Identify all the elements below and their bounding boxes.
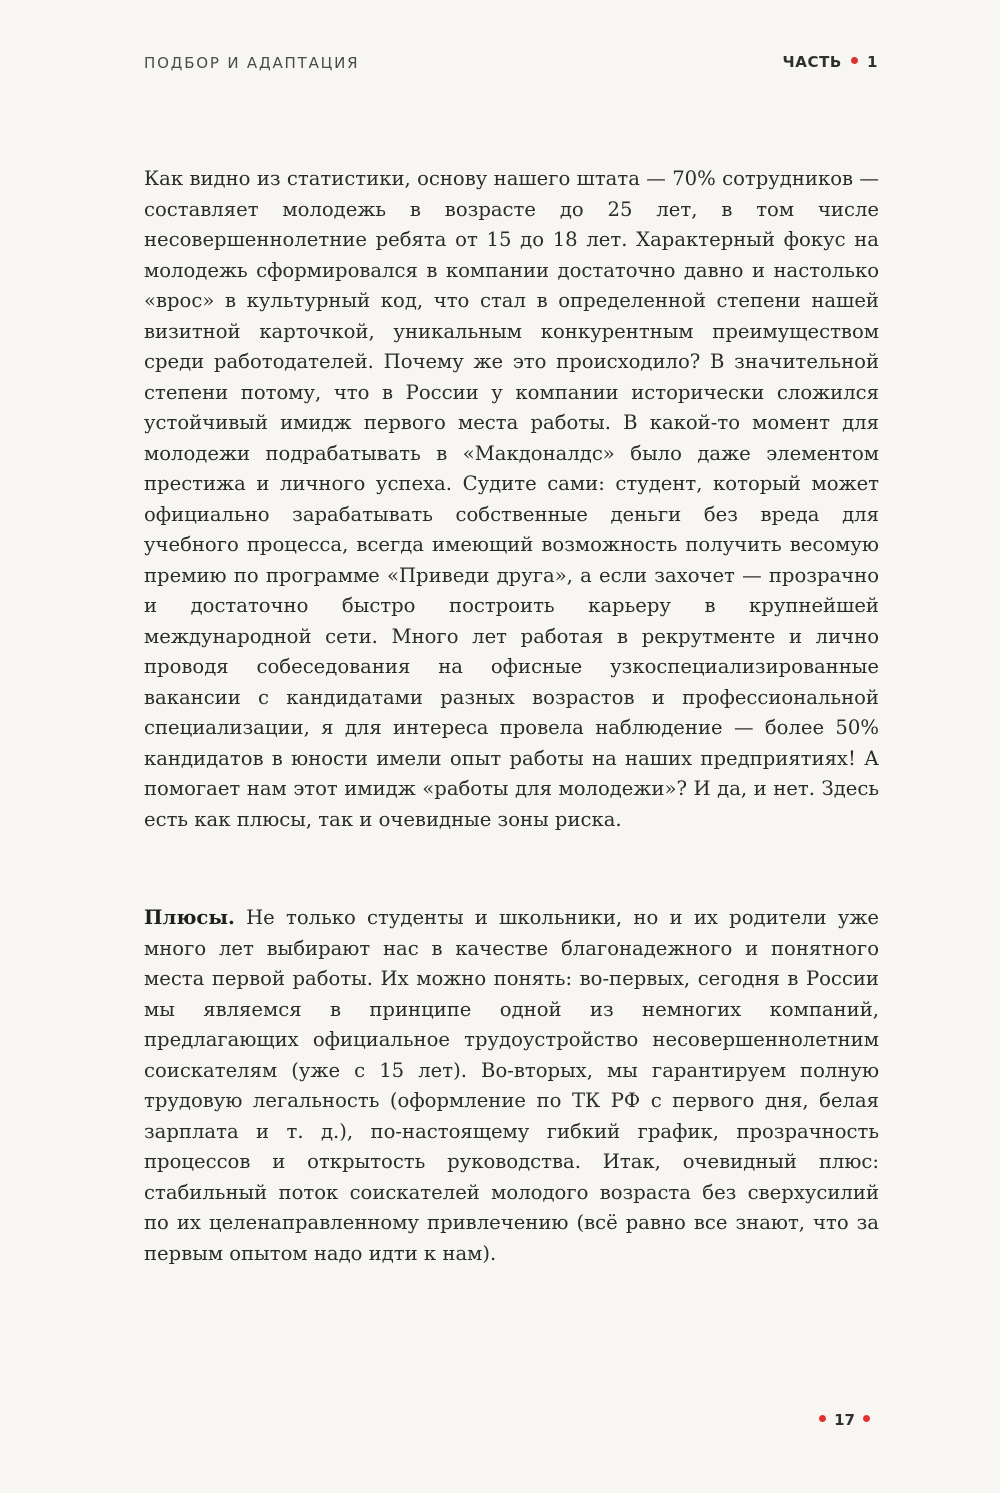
paragraph-2	[144, 903, 879, 1269]
body-text-block-2	[144, 903, 879, 1269]
red-dot-icon-left	[819, 1415, 826, 1422]
paragraph-1: Как видно из статистики, основу нашего штата — 70% сотрудников — составляет молодежь в возрасте до 25 лет, в том числе несовершеннолетние ребята от 15 до 18 лет. Характерный фокус на молодежь сформировался в компании достаточно давно и настолько «врос» в культурный код, что стал в определенной степени нашей визитной карточкой, уникальным конкурентным преимуществом среди работодателей. Почему же это происходило? В значительной степени потому, что в России у компании исторически сложился устойчивый имидж первого места работы. В какой-то момент для молодежи подрабатывать в «Макдоналдс» было даже элементом престижа и личного успеха. Судите сами: студент, который может официально зарабатывать собственные деньги без вреда для учебного процесса, всегда имеющий возможность получить весомую премию по программе «Приведи друга», а если захочет — прозрачно и достаточно быстро построить карьеру в крупнейшей международной сети. Много лет работая в рекрутменте и лично проводя собеседования на офисные узкоспециализированные вакансии с кандидатами разных возрастов и профессиональной специализации, я для интереса провела наблюдение — более 50% кандидатов в юности имели опыт работы на наших предприятиях! А помогает нам этот имидж «работы для молодежи»? И да, и нет. Здесь есть как плюсы, так и очевидные зоны риска.	[144, 167, 879, 831]
section-title: ПОДБОР И АДАПТАЦИЯ	[144, 54, 360, 72]
running-header	[144, 52, 878, 76]
paragraph-2-lead: Плюсы.	[144, 906, 235, 929]
part-label-text: ЧАСТЬ	[782, 53, 842, 71]
part-number: 1	[866, 53, 878, 71]
part-label	[783, 53, 878, 71]
red-dot-icon	[851, 57, 858, 64]
page-number-footer	[811, 1411, 878, 1429]
paragraph-2-text: Не только студенты и школьники, но и их родители уже много лет выбирают нас в качестве благонадежного и понятного места первой работы. Их можно понять: во-первых, сегодня в России мы являемся в принципе одной из немногих компаний, предлагающих официальное трудоустройство несовершеннолетним соискателям (уже с 15 лет). Во-вторых, мы гарантируем полную трудовую легальность (оформление по ТК РФ с первого дня, белая зарплата и т. д.), по-настоящему гибкий график, прозрачность процессов и открытость руководства. Итак, очевидный плюс: стабильный поток соискателей молодого возраста без сверхусилий по их целенаправленному привлечению (всё равно все знают, что за первым опытом надо идти к нам).	[144, 906, 879, 1265]
page-number: 17	[834, 1411, 855, 1429]
red-dot-icon-right	[863, 1415, 870, 1422]
body-text-block-1	[144, 164, 879, 835]
